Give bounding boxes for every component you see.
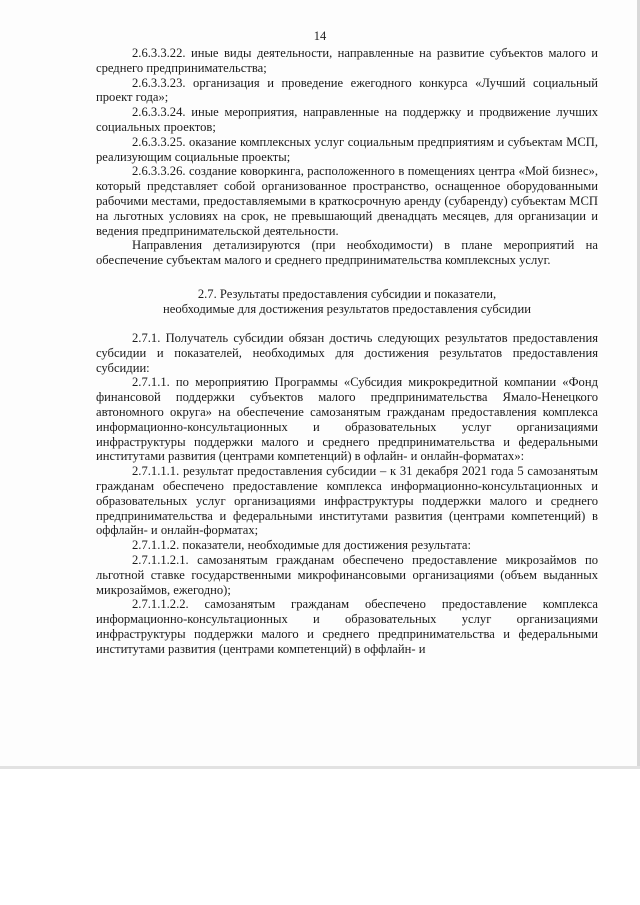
paragraph: 2.7.1.1. по мероприятию Программы «Субсидия микрокредитной компании «Фонд финансовой поддержки субъектов малого предпринимательства Ямало-Ненецкого автономного округа» на обеспечение самозанятым гражданам предоставления комплекса информационно-консультационных и образовательных услуг организациями инфраструктуры поддержки малого и среднего предпринимательства и федеральными институтами развития (центрами компетенций) в офлайн- и онлайн-форматах»:	[96, 375, 598, 464]
paragraph: 2.6.3.3.26. создание коворкинга, расположенного в помещениях центра «Мой бизнес», который представляет собой организованное пространство, оснащенное оборудованными рабочими местами, предоставляемыми в краткосрочную аренду (субаренду) субъектам МСП на льготных условиях на срок, не превышающий двенадцать месяцев, для организации и ведения предпринимательской деятельности.	[96, 164, 598, 238]
paragraph: 2.7.1.1.2. показатели, необходимые для достижения результата:	[132, 538, 471, 553]
section-heading	[96, 287, 598, 317]
document-body	[96, 46, 598, 656]
paragraph: 2.7.1.1.1. результат предоставления субсидии – к 31 декабря 2021 года 5 самозанятым гражданам обеспечено предоставление комплекса информационно-консультационных и образовательных услуг организациями инфраструктуры поддержки малого и среднего предпринимательства и федеральными институтами развития (центрами компетенций) в оффлайн- и онлайн-форматах;	[96, 464, 598, 538]
scan-edge	[0, 766, 640, 769]
section-heading-line: необходимые для достижения результатов предоставления субсидии	[163, 301, 531, 316]
paragraph: 2.6.3.3.25. оказание комплексных услуг социальным предприятиям и субъектам МСП, реализующим социальные проекты;	[96, 134, 598, 164]
paragraph: 2.7.1. Получатель субсидии обязан достичь следующих результатов предоставления субсидии и показателей, необходимых для достижения результатов предоставления субсидии:	[96, 330, 598, 375]
paragraph: Направления детализируются (при необходимости) в плане мероприятий на обеспечение субъектам малого и среднего предпринимательства комплексных услуг.	[96, 238, 598, 268]
paragraph: 2.6.3.3.24. иные мероприятия, направленные на поддержку и продвижение лучших социальных проектов;	[96, 105, 598, 134]
paragraph: 2.7.1.1.2.1. самозанятым гражданам обеспечено предоставление микрозаймов по льготной ставке государственными микрофинансовыми организациями (объем выданных микрозаймов, ежегодно);	[96, 552, 598, 597]
page-number: 14	[313, 29, 327, 43]
section-heading-line: 2.7. Результаты предоставления субсидии и показатели,	[197, 286, 497, 301]
paragraph: 2.6.3.3.22. иные виды деятельности, направленные на развитие субъектов малого и среднего предпринимательства;	[96, 46, 598, 75]
paragraph: 2.6.3.3.23. организация и проведение ежегодного конкурса «Лучший социальный проект года»;	[96, 75, 598, 105]
paragraph: 2.7.1.1.2.2. самозанятым гражданам обеспечено предоставление комплекса информационно-консультационных и образовательных услуг организациями инфраструктуры поддержки малого и среднего предпринимательства и федеральными институтами развития (центрами компетенций) в оффлайн- и	[96, 597, 598, 656]
